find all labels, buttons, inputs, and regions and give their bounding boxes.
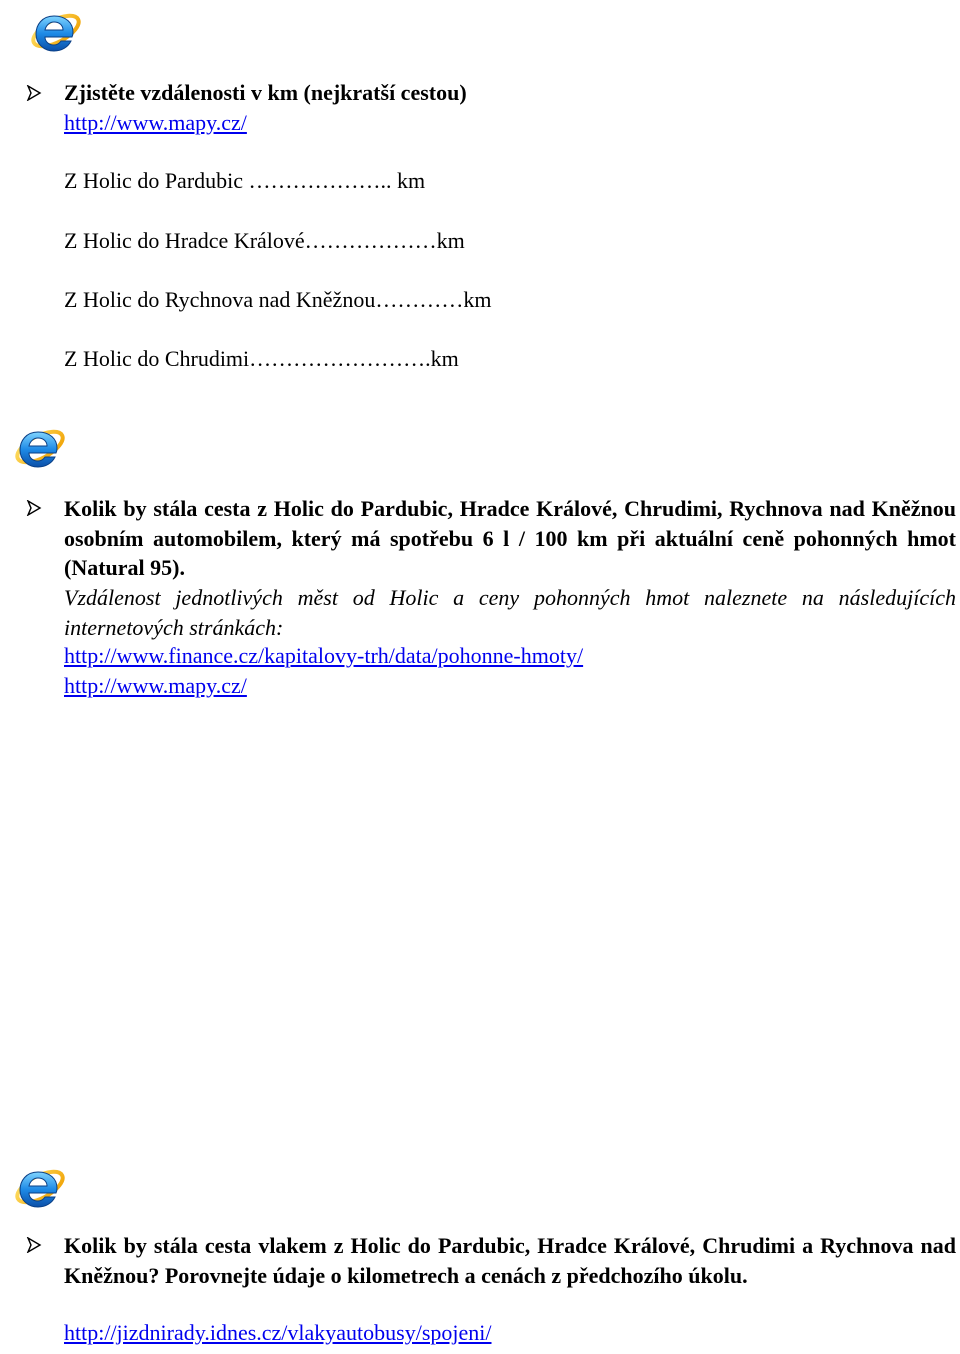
distance-row-rychnov: Z Holic do Rychnova nad Kněžnou…………km [64, 287, 492, 312]
internet-explorer-icon [10, 420, 66, 476]
distance-row-hradec-kralove: Z Holic do Hradce Králové………………km [64, 228, 465, 253]
mapy-link[interactable]: http://www.mapy.cz/ [64, 110, 247, 135]
distance-row-chrudim: Z Holic do Chrudimi…………………….km [64, 346, 459, 371]
finance-link[interactable]: http://www.finance.cz/kapitalovy-trh/data/pohonne-hmoty/ [64, 643, 584, 668]
arrow-bullet-icon [26, 85, 42, 101]
arrow-bullet-icon [26, 500, 42, 516]
section3-question: Kolik by stála cesta vlakem z Holic do Pardubic, Hradce Králové, Chrudimi a Rychnova nad Kněžnou? Porovnejte údaje o kilometrech a cenách z předchozího úkolu. [64, 1233, 956, 1288]
section1-heading: Zjistěte vzdálenosti v km (nejkratší cestou) [64, 80, 467, 105]
internet-explorer-icon [10, 1160, 66, 1216]
section2-note: Vzdálenost jednotlivých měst od Holic a ceny pohonných hmot naleznete na následujících internetových stránkách: [64, 585, 956, 640]
distance-row-pardubice: Z Holic do Pardubic ……………….. km [64, 168, 426, 193]
internet-explorer-icon [26, 4, 82, 60]
jizdnirady-link[interactable]: http://jizdnirady.idnes.cz/vlakyautobusy/spojeni/ [64, 1320, 492, 1345]
section2-question: Kolik by stála cesta z Holic do Pardubic, Hradce Králové, Chrudimi, Rychnova nad Kněžnou osobním automobilem, který má spotřebu 6 l / 100 km při aktuální ceně pohonných hmot (Natural 95). [64, 496, 956, 580]
mapy-link[interactable]: http://www.mapy.cz/ [64, 673, 247, 698]
arrow-bullet-icon [26, 1237, 42, 1253]
